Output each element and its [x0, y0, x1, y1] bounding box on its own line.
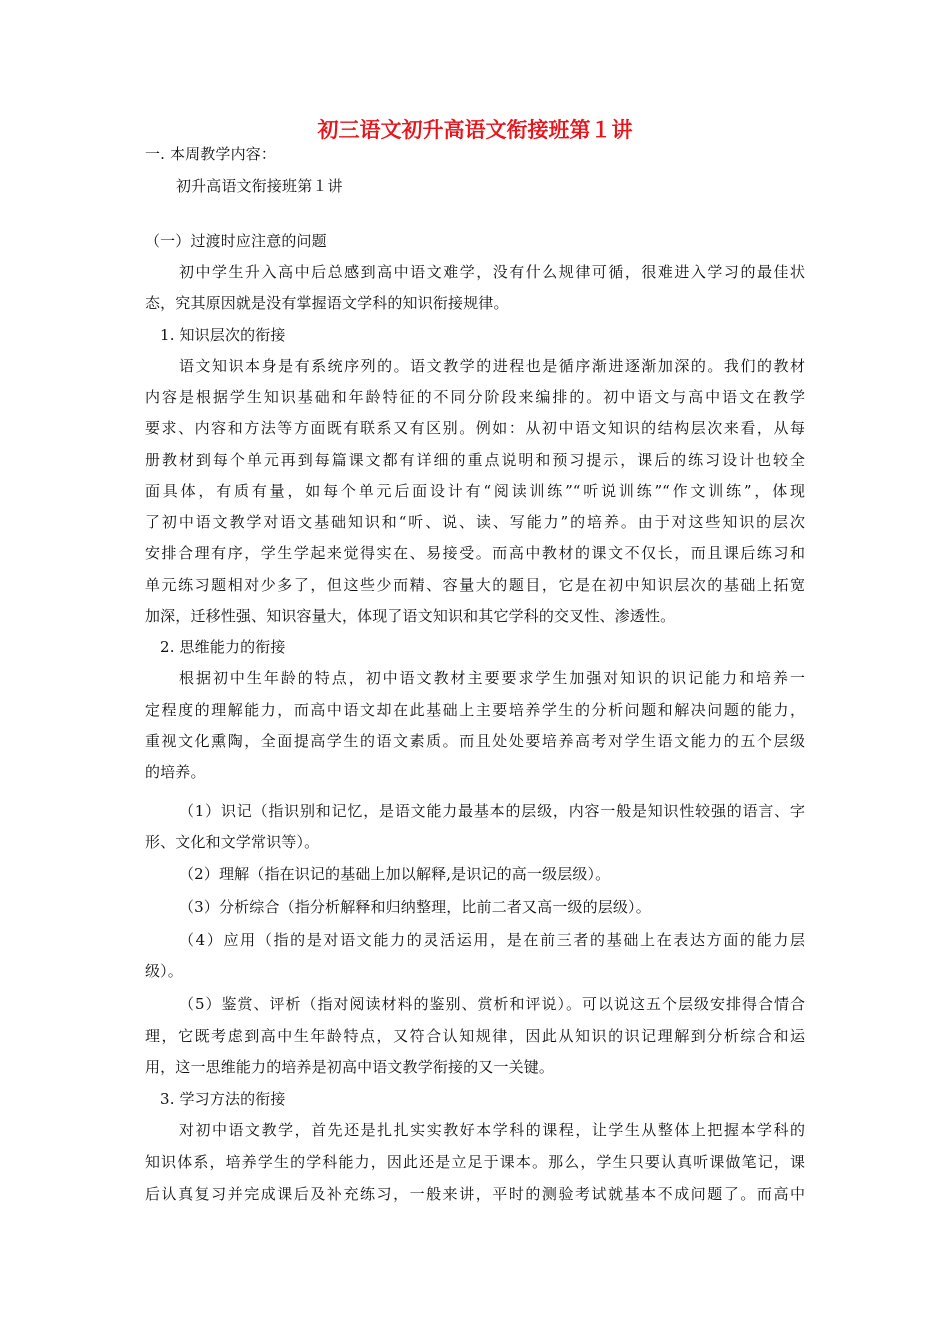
- paragraph-line: 态，究其原因就是没有掌握语文学科的知识衔接规律。: [145, 294, 509, 312]
- paragraph-line: 语文知识本身是有系统序列的。语文教学的进程也是循序渐进逐渐加深的。我们的教材: [179, 357, 805, 375]
- paragraph-line: 重视文化熏陶，全面提高学生的语文素质。而且处处要培养高考对学生语文能力的五个层级: [145, 732, 805, 750]
- section-heading: 一. 本周教学内容：: [145, 145, 277, 163]
- paragraph-line: 安排合理有序，学生学起来觉得实在、易接受。而高中教材的课文不仅长，而且课后练习和: [145, 544, 805, 562]
- level-item: （2）理解（指在识记的基础上加以解释,是识记的高一级层级）。: [179, 865, 611, 883]
- paragraph-line: 根据初中生年龄的特点，初中语文教材主要要求学生加强对知识的识记能力和培养一: [179, 669, 805, 687]
- level-item: 理，它既考虑到高中生年龄特点，又符合认知规律，因此从知识的识记理解到分析综合和运: [145, 1027, 805, 1045]
- paragraph-line: 内容是根据学生知识基础和年龄特征的不同分阶段来编排的。初中语文与高中语文在教学: [145, 388, 805, 406]
- paragraph-line: 面具体，有质有量，如每个单元后面设计有“阅读训练”“听说训练”“作文训练”，体现: [145, 482, 805, 500]
- paragraph-line: 对初中语文教学，首先还是扎扎实实教好本学科的课程，让学生从整体上把握本学科的: [179, 1121, 805, 1139]
- level-item: （3）分析综合（指分析解释和归纳整理，比前二者又高一级的层级）。: [179, 898, 651, 916]
- paragraph-line: 单元练习题相对少多了，但这些少而精、容量大的题目，它是在初中知识层次的基础上拓宽: [145, 576, 805, 594]
- paragraph-line: 加深，迁移性强、知识容量大，体现了语文知识和其它学科的交叉性、渗透性。: [145, 607, 676, 625]
- level-item: （4）应用（指的是对语文能力的灵活运用，是在前三者的基础上在表达方面的能力层: [179, 931, 805, 949]
- point-heading: 3. 学习方法的衔接: [160, 1090, 286, 1108]
- part-heading: （一）过渡时应注意的问题: [145, 232, 327, 250]
- point-heading: 1. 知识层次的衔接: [160, 326, 286, 344]
- paragraph-line: 的培养。: [145, 763, 206, 781]
- paragraph-line: 册教材到每个单元再到每篇课文都有详细的重点说明和预习提示，课后的练习设计也较全: [145, 451, 805, 469]
- paragraph-line: 定程度的理解能力，而高中语文却在此基础上主要培养学生的分析问题和解决问题的能力，: [145, 701, 805, 719]
- document-title: 初三语文初升高语文衔接班第１讲: [317, 117, 633, 142]
- paragraph-line: 后认真复习并完成课后及补充练习，一般来讲，平时的测验考试就基本不成问题了。而高中: [145, 1185, 805, 1203]
- paragraph-line: 初中学生升入高中后总感到高中语文难学，没有什么规律可循，很难进入学习的最佳状: [179, 263, 805, 281]
- point-heading: 2. 思维能力的衔接: [160, 638, 286, 656]
- level-item: 级）。: [145, 962, 183, 980]
- paragraph-line: 了初中语文教学对语文基础知识和“听、说、读、写能力”的培养。由于对这些知识的层次: [145, 513, 805, 531]
- level-item: 形、文化和文学常识等）。: [145, 833, 320, 851]
- level-item: 用，这一思维能力的培养是初高中语文教学衔接的又一关键。: [145, 1058, 555, 1076]
- level-item: （5）鉴赏、评析（指对阅读材料的鉴别、赏析和评说）。可以说这五个层级安排得合情合: [179, 995, 805, 1013]
- paragraph-line: 要求、内容和方法等方面既有联系又有区别。例如：从初中语文知识的结构层次来看，从每: [145, 419, 805, 437]
- level-item: （1）识记（指识别和记忆，是语文能力最基本的层级，内容一般是知识性较强的语言、字: [179, 802, 805, 820]
- lecture-subtitle: 初升高语文衔接班第１讲: [176, 177, 343, 195]
- paragraph-line: 知识体系，培养学生的学科能力，因此还是立足于课本。那么，学生只要认真听课做笔记，课: [145, 1153, 805, 1171]
